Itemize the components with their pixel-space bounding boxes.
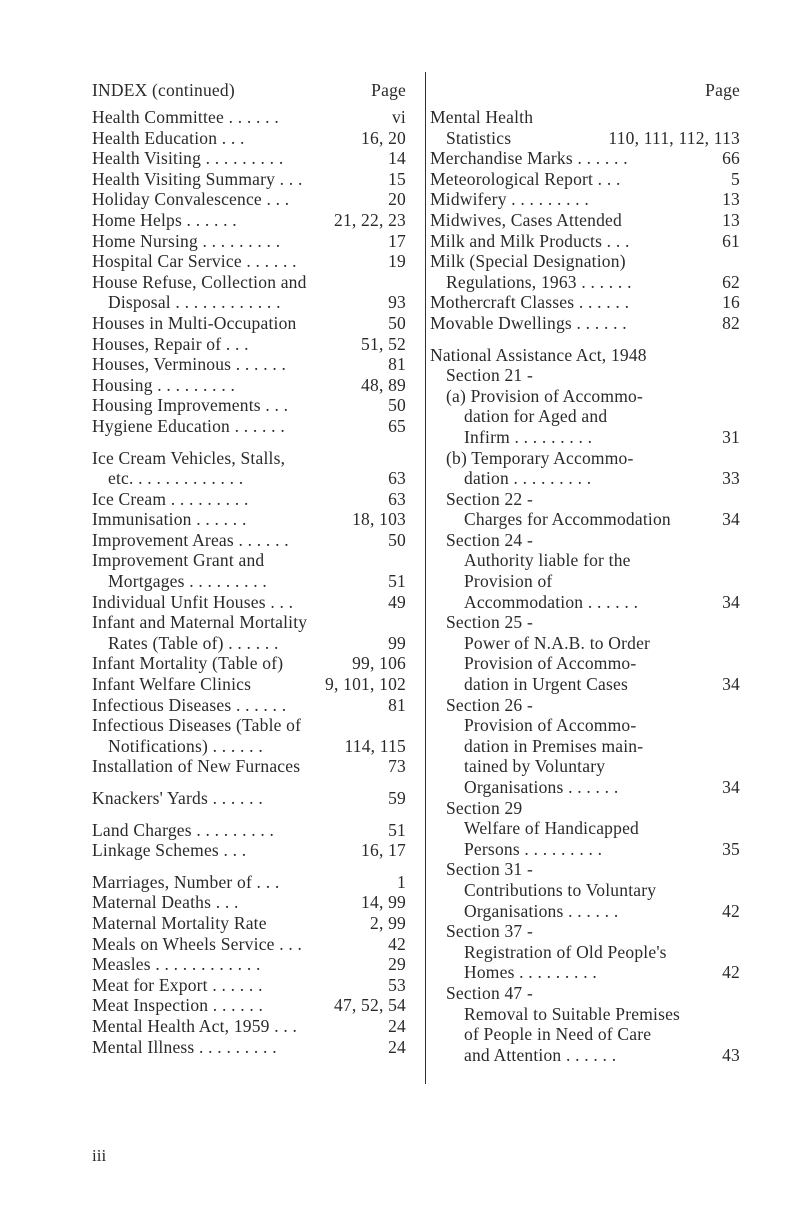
index-entry-text: Health Committee . . . . . . xyxy=(92,107,279,127)
index-entry-text: Midwives, Cases Attended xyxy=(430,209,622,230)
index-entry-text: (b) Temporary Accommo- xyxy=(446,447,634,468)
index-entry-text: Meteorological Report . . . xyxy=(430,168,621,189)
index-entry-text: of People in Need of Care xyxy=(464,1024,652,1045)
index-entry-text: Infant and Maternal Mortality xyxy=(92,612,308,633)
index-entry-page: 34 xyxy=(722,777,740,797)
index-entry-page: 93 xyxy=(388,292,406,313)
index-entry xyxy=(430,633,740,654)
index-entry-page: 42 xyxy=(722,962,740,983)
index-entry-text: etc. . . . . . . . . . . . . xyxy=(108,468,244,489)
index-entry-page: vi xyxy=(391,107,406,127)
index-title: INDEX (continued) xyxy=(92,80,235,100)
index-entry-text: Health Visiting . . . . . . . . . xyxy=(92,148,284,169)
index-entry xyxy=(430,983,740,1004)
index-entry xyxy=(430,921,740,942)
index-entry xyxy=(92,872,406,893)
index-entry-text: Movable Dwellings . . . . . . xyxy=(430,312,627,333)
index-entry-text: Mental Health xyxy=(430,107,534,127)
page-column-label: Page xyxy=(705,80,740,100)
index-entry-text: Milk and Milk Products . . . xyxy=(430,230,630,251)
index-entry-page: 51 xyxy=(388,571,406,592)
index-entry-page: 50 xyxy=(388,529,406,550)
index-entry-text: Infant Welfare Clinics xyxy=(92,674,252,695)
index-entry-page: 50 xyxy=(388,312,406,333)
index-entry-text: Section 47 - xyxy=(446,982,533,1003)
index-entry-text: Merchandise Marks . . . . . . xyxy=(430,148,628,169)
index-entry-text: Charges for Accommodation xyxy=(464,509,671,530)
index-entry-text: Section 22 - xyxy=(446,488,533,509)
index-entry xyxy=(430,386,740,407)
index-entry xyxy=(430,530,740,551)
index-entry-page: 114, 115 xyxy=(344,735,406,756)
index-entry-text: Mental Health Act, 1959 . . . xyxy=(92,1015,298,1036)
index-entry-text: Housing . . . . . . . . . xyxy=(92,374,236,395)
index-entry xyxy=(92,820,406,841)
index-entry xyxy=(430,880,740,901)
index-entry xyxy=(430,169,740,190)
index-entry xyxy=(430,107,740,128)
index-entry-page: 16, 20 xyxy=(361,127,406,148)
index-entry xyxy=(430,859,740,880)
index-entry-text: Contributions to Voluntary xyxy=(464,879,657,900)
index-entry-text: Maternal Mortality Rate xyxy=(92,912,267,933)
index-entry xyxy=(430,489,740,510)
index-entry xyxy=(430,777,740,798)
index-entry-text: Provision of xyxy=(464,571,553,592)
index-entry xyxy=(430,674,740,695)
index-entry-text: Welfare of Handicapped xyxy=(464,818,639,839)
index-entry xyxy=(92,292,406,313)
index-entry-text: Infectious Diseases (Table of xyxy=(92,715,302,736)
index-entry xyxy=(92,756,406,777)
index-entry-text: Mental Illness . . . . . . . . . xyxy=(92,1036,277,1057)
index-entry xyxy=(430,818,740,839)
index-entry xyxy=(430,448,740,469)
index-entry xyxy=(92,633,406,654)
index-entry-page: 24 xyxy=(388,1036,406,1057)
index-entry xyxy=(92,530,406,551)
index-entry xyxy=(92,892,406,913)
index-entry-text: Ice Cream . . . . . . . . . xyxy=(92,488,249,509)
index-entry xyxy=(430,798,740,819)
index-entry xyxy=(430,736,740,757)
index-entry-page: 14, 99 xyxy=(361,892,406,913)
index-entry xyxy=(430,148,740,169)
index-entry-text: Improvement Areas . . . . . . xyxy=(92,529,289,550)
index-entry-page: 29 xyxy=(388,954,406,975)
index-entry-page: 42 xyxy=(388,933,406,954)
index-entry-text: Infectious Diseases . . . . . . xyxy=(92,694,287,715)
index-entry xyxy=(92,550,406,571)
index-entry-text: Infirm . . . . . . . . . xyxy=(464,426,593,447)
index-entry-text: Mothercraft Classes . . . . . . xyxy=(430,292,630,313)
index-entry-page: 43 xyxy=(722,1044,740,1065)
right-entry-list xyxy=(430,107,740,1065)
index-entry-text: Marriages, Number of . . . xyxy=(92,871,280,892)
index-entry xyxy=(92,272,406,293)
index-entry xyxy=(430,345,740,366)
index-entry xyxy=(92,1016,406,1037)
index-entry-text: Houses in Multi-Occupation xyxy=(92,312,297,333)
index-entry-text: Home Helps . . . . . . xyxy=(92,209,237,230)
index-entry xyxy=(430,406,740,427)
index-entry-text: Linkage Schemes . . . xyxy=(92,840,247,861)
index-entry-text: Houses, Repair of . . . xyxy=(92,333,249,354)
index-entry-page: 5 xyxy=(731,168,740,189)
index-entry-text: Organisations . . . . . . xyxy=(464,900,619,921)
index-entry xyxy=(92,169,406,190)
index-entry-text: Installation of New Furnaces xyxy=(92,756,301,777)
index-entry-text: Meat for Export . . . . . . xyxy=(92,974,263,995)
index-entry-page: 31 xyxy=(722,426,740,447)
index-entry xyxy=(92,416,406,437)
index-entry xyxy=(92,695,406,716)
index-entry xyxy=(430,189,740,210)
index-entry xyxy=(430,612,740,633)
index-entry-text: Organisations . . . . . . xyxy=(464,777,619,797)
index-entry-page: 66 xyxy=(722,148,740,169)
right-column-header xyxy=(430,80,740,101)
index-entry-text: National Assistance Act, 1948 xyxy=(430,344,647,365)
index-entry xyxy=(92,448,406,469)
index-entry-text: Maternal Deaths . . . xyxy=(92,892,239,913)
index-entry-text: Home Nursing . . . . . . . . . xyxy=(92,230,281,251)
index-entry-page: 62 xyxy=(722,271,740,292)
index-entry-page: 61 xyxy=(722,230,740,251)
index-entry xyxy=(92,592,406,613)
index-entry-text: Immunisation . . . . . . xyxy=(92,509,247,530)
index-entry xyxy=(430,292,740,313)
index-entry xyxy=(92,395,406,416)
index-entry-text: Health Visiting Summary . . . xyxy=(92,168,303,189)
left-column-header xyxy=(92,80,406,101)
index-entry-text: Housing Improvements . . . xyxy=(92,395,289,416)
index-entry-text: Registration of Old People's xyxy=(464,941,667,962)
index-entry xyxy=(92,934,406,955)
index-entry xyxy=(92,189,406,210)
index-entry xyxy=(430,695,740,716)
index-entry xyxy=(92,571,406,592)
index-entry-text: dation in Premises main- xyxy=(464,735,644,756)
index-entry-page: 49 xyxy=(388,591,406,612)
index-entry-page: 51 xyxy=(388,819,406,840)
index-entry xyxy=(92,1037,406,1058)
index-entry xyxy=(92,313,406,334)
index-entry-text: Regulations, 1963 . . . . . . xyxy=(446,271,632,292)
index-entry xyxy=(430,272,740,293)
index-entry-page: 81 xyxy=(388,694,406,715)
index-entry-text: Houses, Verminous . . . . . . xyxy=(92,354,287,375)
index-entry-page: 20 xyxy=(388,189,406,210)
index-entry-page: 13 xyxy=(722,189,740,210)
index-entry xyxy=(430,962,740,983)
index-entry-page: 16, 17 xyxy=(361,840,406,861)
index-entry-page: 65 xyxy=(388,415,406,436)
index-entry xyxy=(430,210,740,231)
page-folio: iii xyxy=(92,1146,107,1165)
index-entry-page: 33 xyxy=(722,468,740,489)
index-entry-text: Section 37 - xyxy=(446,921,533,942)
index-entry xyxy=(92,251,406,272)
index-entry-text: Land Charges . . . . . . . . . xyxy=(92,819,275,840)
index-entry-text: Ice Cream Vehicles, Stalls, xyxy=(92,447,286,468)
index-entry xyxy=(92,954,406,975)
index-entry-text: Authority liable for the xyxy=(464,550,631,571)
index-entry-text: Section 26 - xyxy=(446,694,533,715)
index-entry xyxy=(430,251,740,272)
index-entry xyxy=(430,653,740,674)
index-entry-text: Meat Inspection . . . . . . xyxy=(92,995,264,1016)
index-entry-text: Knackers' Yards . . . . . . xyxy=(92,788,263,808)
index-entry xyxy=(430,1024,740,1045)
index-entry-page: 13 xyxy=(722,209,740,230)
index-entry xyxy=(430,571,740,592)
index-entry xyxy=(92,653,406,674)
index-entry-text: Section 29 xyxy=(446,797,523,818)
index-entry xyxy=(92,375,406,396)
index-entry xyxy=(430,313,740,334)
index-entry-text: Section 25 - xyxy=(446,612,533,633)
index-entry-text: Section 31 - xyxy=(446,859,533,880)
index-entry-text: Provision of Accommo- xyxy=(464,715,637,736)
index-entry xyxy=(92,840,406,861)
index-entry xyxy=(92,489,406,510)
index-entry-page: 34 xyxy=(722,674,740,695)
index-entry-text: Health Education . . . xyxy=(92,127,245,148)
index-entry-page: 63 xyxy=(388,488,406,509)
index-entry-page: 14 xyxy=(388,148,406,169)
index-entry-text: Provision of Accommo- xyxy=(464,653,637,674)
index-entry-text: Hospital Car Service . . . . . . xyxy=(92,251,297,272)
left-entry-list xyxy=(92,107,406,1057)
index-entry xyxy=(430,901,740,922)
index-entry xyxy=(430,128,740,149)
index-entry xyxy=(92,975,406,996)
index-entry xyxy=(92,128,406,149)
index-entry-page: 42 xyxy=(722,900,740,921)
index-entry-text: Midwifery . . . . . . . . . xyxy=(430,189,589,210)
index-entry-text: Mortgages . . . . . . . . . xyxy=(108,571,267,592)
index-entry-text: Rates (Table of) . . . . . . xyxy=(108,632,279,653)
index-entry-page: 48, 89 xyxy=(361,374,406,395)
left-column xyxy=(92,80,406,1057)
index-entry-text: House Refuse, Collection and xyxy=(92,271,307,292)
index-entry xyxy=(92,334,406,355)
index-entry-text: Improvement Grant and xyxy=(92,550,265,571)
index-entry-text: Measles . . . . . . . . . . . . xyxy=(92,954,261,975)
index-entry xyxy=(92,788,406,809)
index-entry-text: (a) Provision of Accommo- xyxy=(446,385,643,406)
index-entry-text: Individual Unfit Houses . . . xyxy=(92,591,294,612)
index-entry-text: tained by Voluntary xyxy=(464,756,606,777)
index-entry xyxy=(92,210,406,231)
index-entry-page: 99 xyxy=(388,632,406,653)
index-entry-page: 16 xyxy=(722,292,740,313)
index-entry-page: 110, 111, 112, 113 xyxy=(608,127,740,148)
index-entry-text: and Attention . . . . . . xyxy=(464,1044,617,1065)
index-entry-page: 1 xyxy=(397,871,406,892)
index-entry-page: 99, 106 xyxy=(352,653,406,674)
index-entry-page: 51, 52 xyxy=(361,333,406,354)
index-entry-text: Milk (Special Designation) xyxy=(430,251,626,272)
index-entry-page: 82 xyxy=(722,312,740,333)
index-entry xyxy=(92,736,406,757)
index-entry xyxy=(92,509,406,530)
index-entry xyxy=(92,354,406,375)
page-column-label: Page xyxy=(371,80,406,100)
index-entry xyxy=(430,839,740,860)
index-entry-text: dation in Urgent Cases xyxy=(464,674,628,695)
index-entry-text: Holiday Convalescence . . . xyxy=(92,189,290,210)
index-entry xyxy=(430,715,740,736)
index-entry-text: Section 21 - xyxy=(446,365,533,386)
right-column xyxy=(430,80,740,1065)
column-divider xyxy=(425,72,426,1084)
index-entry-page: 59 xyxy=(388,788,406,808)
index-entry-text: dation for Aged and xyxy=(464,406,608,427)
index-entry-page: 34 xyxy=(722,509,740,530)
index-entry-text: Removal to Suitable Premises xyxy=(464,1003,681,1024)
index-entry-text: Accommodation . . . . . . xyxy=(464,591,639,612)
index-entry-text: Disposal . . . . . . . . . . . . xyxy=(108,292,281,313)
index-entry-page: 47, 52, 54 xyxy=(334,995,406,1016)
index-entry xyxy=(430,550,740,571)
index-entry-text: Power of N.A.B. to Order xyxy=(464,632,651,653)
index-entry-text: Hygiene Education . . . . . . xyxy=(92,415,285,436)
index-entry-text: dation . . . . . . . . . xyxy=(464,468,592,489)
index-entry xyxy=(92,913,406,934)
index-entry xyxy=(92,107,406,128)
index-entry-page: 34 xyxy=(722,591,740,612)
index-entry xyxy=(92,148,406,169)
index-entry xyxy=(430,468,740,489)
index-entry-text: Persons . . . . . . . . . xyxy=(464,838,603,859)
index-entry xyxy=(430,231,740,252)
index-entry xyxy=(92,231,406,252)
index-entry xyxy=(430,509,740,530)
index-entry-page: 24 xyxy=(388,1015,406,1036)
index-entry-text: Homes . . . . . . . . . xyxy=(464,962,597,983)
index-entry xyxy=(430,1045,740,1066)
index-entry-text: Notifications) . . . . . . xyxy=(108,735,263,756)
index-entry xyxy=(430,942,740,963)
index-entry xyxy=(430,592,740,613)
index-entry xyxy=(92,612,406,633)
index-entry-page: 17 xyxy=(388,230,406,251)
index-entry xyxy=(92,995,406,1016)
index-entry xyxy=(92,674,406,695)
index-entry-page: 73 xyxy=(388,756,406,777)
index-entry-page: 9, 101, 102 xyxy=(325,674,406,695)
index-entry xyxy=(92,468,406,489)
index-entry xyxy=(92,715,406,736)
index-entry xyxy=(430,365,740,386)
index-entry-page: 81 xyxy=(388,354,406,375)
index-entry-text: Statistics xyxy=(446,127,512,148)
index-entry-page: 18, 103 xyxy=(352,509,406,530)
index-entry-text: Meals on Wheels Service . . . xyxy=(92,933,303,954)
index-entry xyxy=(430,427,740,448)
index-entry-text: Section 24 - xyxy=(446,529,533,550)
index-entry-page: 15 xyxy=(388,168,406,189)
index-entry-page: 63 xyxy=(388,468,406,489)
index-entry-page: 53 xyxy=(388,974,406,995)
index-entry-text: Infant Mortality (Table of) xyxy=(92,653,284,674)
index-entry-page: 35 xyxy=(722,838,740,859)
index-entry xyxy=(430,756,740,777)
index-entry-page: 21, 22, 23 xyxy=(334,209,406,230)
index-entry xyxy=(430,1004,740,1025)
index-entry-page: 50 xyxy=(388,395,406,416)
index-entry-page: 19 xyxy=(388,251,406,272)
index-entry-page: 2, 99 xyxy=(370,912,406,933)
